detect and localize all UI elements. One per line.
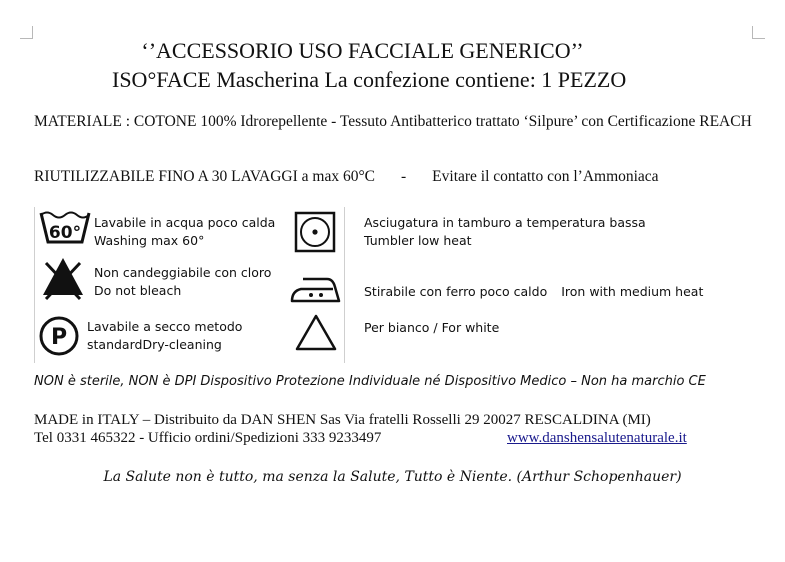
care-white-text: Per bianco / For white	[364, 320, 500, 335]
care-item-bleach	[94, 264, 271, 300]
care-item-white	[364, 319, 499, 337]
reuse-text: RIUTILIZZABILE FINO A 30 LAVAGGI a max 60°C	[34, 168, 375, 185]
contact-line	[34, 430, 687, 447]
phone-text: Tel 0331 465322 - Ufficio ordini/Spedizioni 333 9233497	[34, 430, 382, 446]
material-paragraph: MATERIALE : COTONE 100% Idrorepellente - Tessuto Antibatterico trattato ‘Silpure’ con Certificazione REACH	[34, 113, 752, 130]
wash-60-label: 60°	[48, 223, 82, 243]
table-divider-middle	[344, 207, 345, 363]
care-instructions-table	[34, 205, 734, 363]
wash-60-icon	[38, 207, 92, 245]
care-dryclean-it: Lavabile a secco metodo	[87, 319, 243, 334]
care-dryclean-en: standardDry-cleaning	[87, 337, 222, 352]
care-iron-it: Stirabile con ferro poco caldo	[364, 284, 548, 299]
care-item-dryclean	[87, 318, 242, 354]
care-tumble-en: Tumbler low heat	[364, 233, 472, 248]
iron-medium-icon	[289, 275, 343, 305]
care-item-wash	[94, 214, 275, 250]
made-in-italy-line: MADE in ITALY – Distribuito da DAN SHEN Sas Via fratelli Rosselli 29 20027 RESCALDINA (MI)	[34, 412, 651, 428]
document-title: ‘’ACCESSORIO USO FACCIALE GENERICO’’	[141, 38, 584, 63]
care-wash-it: Lavabile in acqua poco calda	[94, 215, 276, 230]
care-iron-en: Iron with medium heat	[561, 284, 704, 299]
ammonia-warning: Evitare il contatto con l’Ammoniaca	[432, 168, 659, 185]
care-bleach-it: Non candeggiabile con cloro	[94, 265, 272, 280]
care-item-iron	[364, 283, 703, 301]
website-link[interactable]: www.danshensalutenaturale.it	[507, 430, 687, 446]
dry-clean-label: P	[50, 325, 68, 350]
dry-clean-p-icon	[38, 315, 80, 357]
table-divider-left	[34, 207, 35, 363]
tumble-dry-low-icon	[294, 211, 336, 253]
page-corner-mark-right	[752, 26, 765, 39]
care-bleach-en: Do not bleach	[94, 283, 182, 298]
care-tumble-it: Asciugatura in tamburo a temperatura bassa	[364, 215, 646, 230]
care-wash-en: Washing max 60°	[94, 233, 205, 248]
quote-text: La Salute non è tutto, ma senza la Salute, Tutto è Niente. (Arthur Schopenhauer)	[103, 469, 682, 485]
document-subtitle: ISO°FACE Mascherina La confezione contiene: 1 PEZZO	[112, 67, 627, 92]
bleach-triangle-icon	[294, 313, 338, 353]
disclaimer-text: NON è sterile, NON è DPI Dispositivo Protezione Individuale né Dispositivo Medico – Non ha marchio CE	[34, 374, 706, 389]
reuse-separator: -	[401, 168, 407, 185]
reuse-paragraph	[34, 167, 752, 186]
no-bleach-icon	[40, 255, 86, 301]
care-item-tumble	[364, 214, 646, 250]
